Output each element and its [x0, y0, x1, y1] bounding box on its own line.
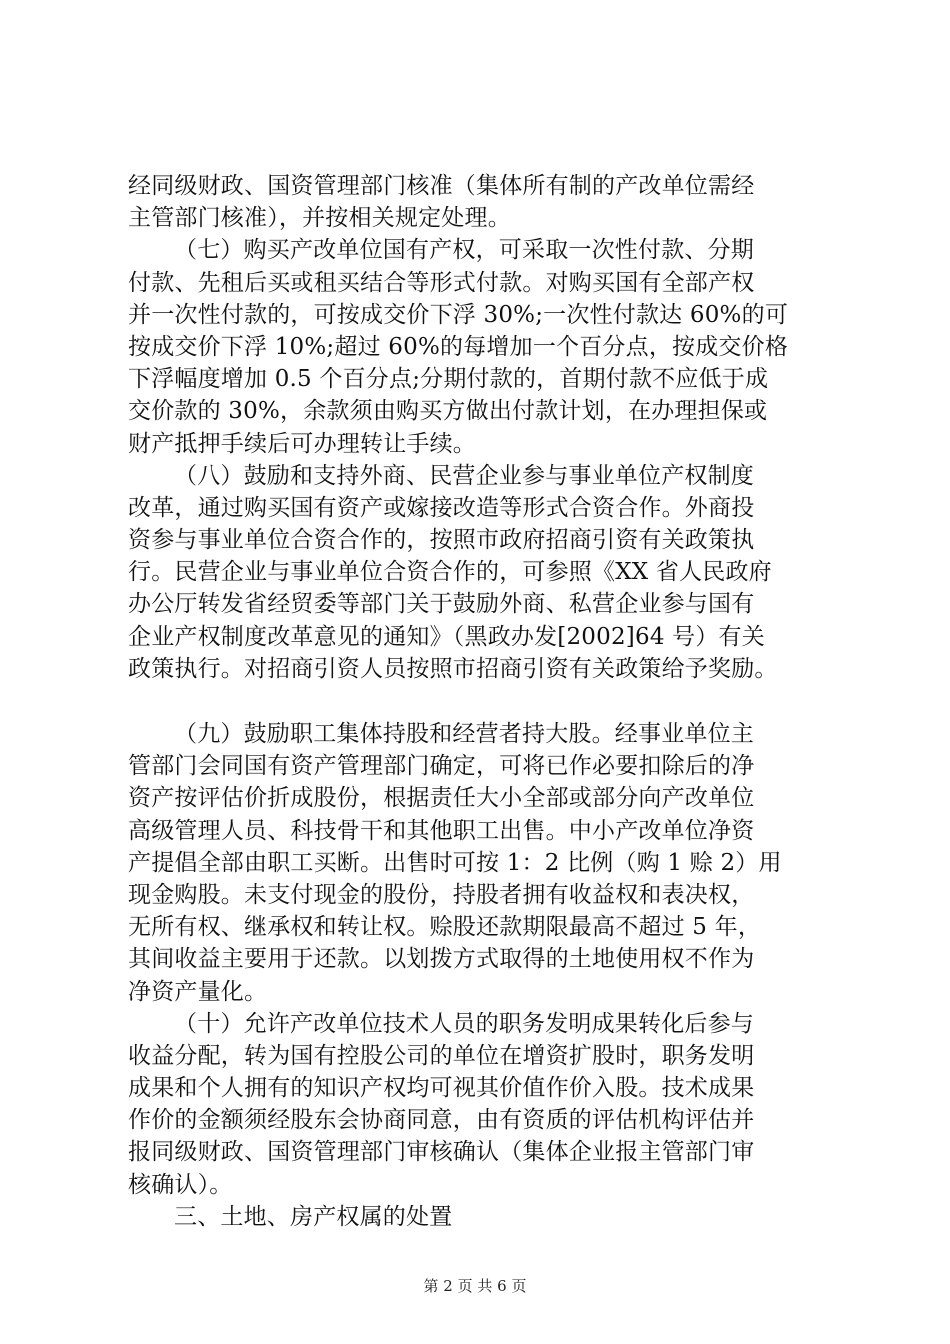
text-line: 现金购股。未支付现金的股份，持股者拥有收益权和表决权， — [128, 881, 755, 908]
text-line: 企业产权制度改革意见的通知》（黑政办发[2002]64 号）有关 — [128, 623, 765, 650]
text-line: 成果和个人拥有的知识产权均可视其价值作价入股。技术成果 — [128, 1075, 755, 1102]
text-line: 核确认）。 — [128, 1171, 233, 1198]
text-line: 经同级财政、国资管理部门核准（集体所有制的产改单位需经 — [128, 173, 755, 199]
paragraph-8-start: （八）鼓励和支持外商、民营企业参与事业单位产权制度 — [174, 462, 754, 489]
text-line: 行。民营企业与事业单位合资合作的，可参照《XX 省人民政府 — [128, 559, 772, 586]
text-line: 产提倡全部由职工买断。出售时可按 1：2 比例（购 1 赊 2）用 — [128, 849, 782, 876]
paragraph-7-start: （七）购买产改单位国有产权，可采取一次性付款、分期 — [174, 237, 754, 264]
text-line: 其间收益主要用于还款。以划拨方式取得的土地使用权不作为 — [128, 946, 755, 973]
text-line: 政策执行。对招商引资人员按照市招商引资有关政策给予奖励。 — [128, 655, 778, 682]
paragraph-gap — [128, 685, 840, 718]
text-line: 下浮幅度增加 0.5 个百分点;分期付款的，首期付款不应低于成 — [128, 366, 769, 393]
text-line: 按成交价下浮 10%;超过 60%的每增加一个百分点，按成交价格 — [128, 333, 789, 360]
text-line: 改革，通过购买国有资产或嫁接改造等形式合资合作。外商投 — [128, 494, 755, 521]
text-line: 主管部门核准），并按相关规定处理。 — [128, 205, 511, 232]
text-line: 作价的金额须经股东会协商同意，由有资质的评估机构评估并 — [128, 1107, 755, 1134]
text-line: 报同级财政、国资管理部门审核确认（集体企业报主管部门审 — [128, 1139, 755, 1166]
section-heading: 三、土地、房产权属的处置 — [174, 1203, 453, 1230]
text-line: 办公厅转发省经贸委等部门关于鼓励外商、私营企业参与国有 — [128, 591, 755, 618]
text-line: 交价款的 30%，余款须由购买方做出付款计划，在办理担保或 — [128, 398, 768, 425]
text-line: 并一次性付款的，可按成交价下浮 30%;一次性付款达 60%的可 — [128, 301, 789, 328]
text-line: 无所有权、继承权和转让权。赊股还款期限最高不超过 5 年， — [128, 914, 762, 941]
page-number-footer: 第 2 页 共 6 页 — [423, 1277, 527, 1295]
paragraph-10-start: （十）允许产改单位技术人员的职务发明成果转化后参与 — [174, 1010, 754, 1037]
text-line: 财产抵押手续后可办理转让手续。 — [128, 430, 476, 457]
text-line: 资产按评估价折成股份，根据责任大小全部或部分向产改单位 — [128, 785, 755, 812]
text-line: 净资产量化。 — [128, 978, 268, 1005]
text-line: 收益分配，转为国有控股公司的单位在增资扩股时，职务发明 — [128, 1042, 755, 1069]
document-body — [128, 170, 840, 1233]
text-line: 付款、先租后买或租买结合等形式付款。对购买国有全部产权 — [128, 269, 755, 296]
text-line: 高级管理人员、科技骨干和其他职工出售。中小产改单位净资 — [128, 817, 755, 844]
paragraph-9-start: （九）鼓励职工集体持股和经营者持大股。经事业单位主 — [174, 721, 754, 747]
text-line: 资参与事业单位合资合作的，按照市政府招商引资有关政策执 — [128, 527, 755, 554]
text-line: 管部门会同国有资产管理部门确定，可将已作必要扣除后的净 — [128, 753, 755, 780]
